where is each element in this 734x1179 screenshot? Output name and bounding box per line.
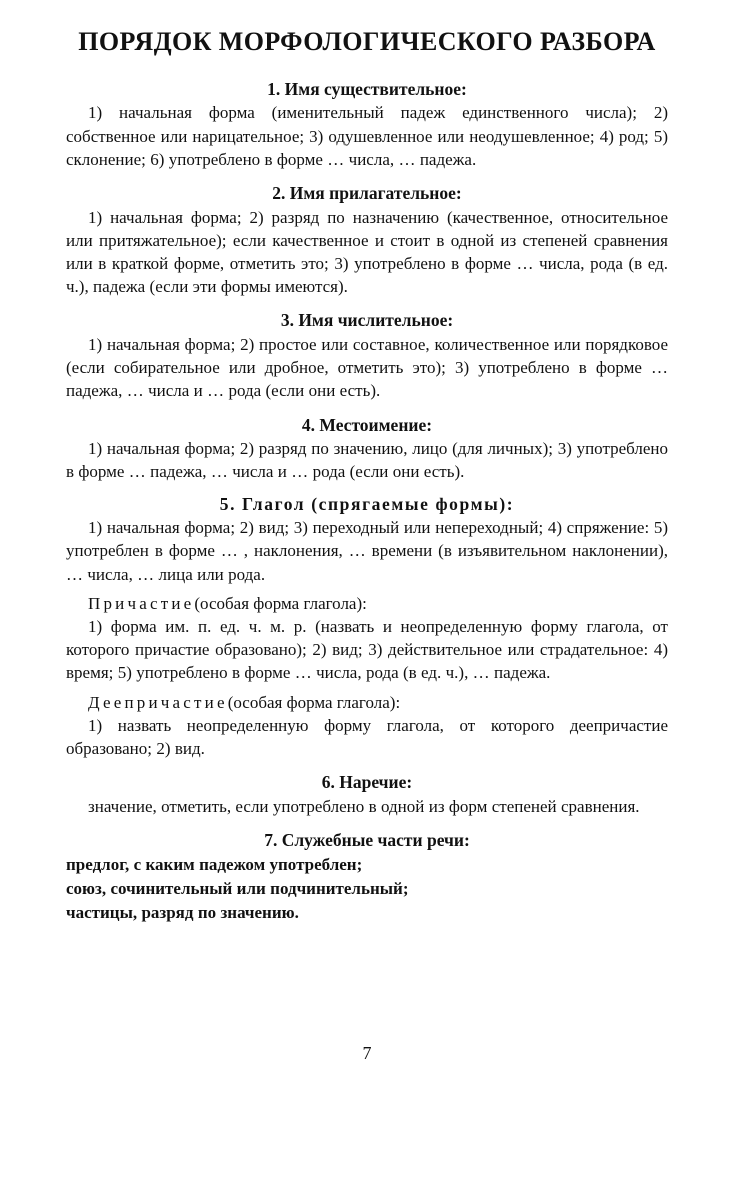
spacer-3: [66, 403, 668, 414]
subsection-body-participle: 1) форма им. п. ед. ч. м. р. (назвать и неопределенную форму глагола, от которого причастие образовано); 2) вид; 3) действительное или страдательное: 4) время; 5) употреблено в форме … числа, рода (в ед. ч.), … падежа.: [66, 617, 668, 683]
spacer-2: [66, 298, 668, 309]
page-number: 7: [362, 1043, 372, 1063]
function-word-particle: частицы, разряд по значению.: [66, 902, 299, 922]
section-adverb: [66, 771, 668, 818]
spacer-1: [66, 171, 668, 182]
function-word-conjunction: союз, сочинительный или подчинительный;: [66, 878, 409, 898]
subsection-body-gerund: 1) назвать неопределенную форму глагола, от которого деепричастие образовано; 2) вид.: [66, 715, 668, 759]
spacer-5: [66, 760, 668, 771]
section-heading-adverb: 6. Наречие:: [321, 772, 413, 793]
function-word-preposition: предлог, с каким падежом употреблен;: [66, 854, 363, 874]
section-pronoun: [66, 414, 668, 484]
subsection-qualifier-participle: (особая форма глагола):: [194, 593, 367, 613]
section-verb: [66, 493, 668, 761]
spacer-after-title: [66, 58, 668, 78]
section-function-words: [66, 829, 668, 925]
page-title: ПОРЯДОК МОРФОЛОГИЧЕСКОГО РАЗБОРА: [78, 27, 656, 56]
spacer-4: [66, 484, 668, 493]
section-noun: [66, 78, 668, 171]
section-body-pronoun: 1) начальная форма; 2) разряд по значению, лицо (для личных); 3) употреблено в форме … падежа, … числа и … рода (если они есть).: [66, 439, 668, 482]
section-heading-numeral: 3. Имя числительное:: [280, 310, 454, 331]
spacer-6: [66, 818, 668, 829]
subsection-qualifier-gerund: (особая форма глагола):: [227, 692, 401, 712]
section-body-adjective: 1) начальная форма; 2) разряд по назначению (качественное, относительное или притяжательное); если качественное и стоит в одной из степеней сравнения или в краткой форме, отметить это; 3) употреблено в форме … числа, рода (в ед. ч.), падежа (если эти формы имеются).: [66, 207, 668, 297]
section-adjective: [66, 182, 668, 298]
page-content: [66, 0, 668, 925]
section-heading-pronoun: 4. Местоимение:: [301, 414, 433, 435]
subsection-term-gerund: Деепричастие: [88, 692, 228, 712]
subsection-heading-participle: [66, 592, 668, 615]
section-heading-function-words: 7. Служебные части речи:: [264, 830, 470, 851]
section-body-adverb: значение, отметить, если употреблено в одной из форм степеней сравнения.: [88, 796, 640, 816]
section-heading-noun: 1. Имя существительное:: [267, 78, 467, 99]
section-heading-verb: 5. Глагол (спрягаемые формы):: [219, 493, 515, 514]
section-body-numeral: 1) начальная форма; 2) простое или составное, количественное или порядковое (если собирательное или дробное, отметить это); 3) употреблено в форме … падежа, … числа и … рода (если они есть).: [66, 334, 668, 401]
section-body-verb: 1) начальная форма; 2) вид; 3) переходный или непереходный; 4) спряжение: 5) употреблен в форме … , наклонения, … времени (в изъявительном наклонении), … числа, … лица или рода.: [66, 518, 668, 584]
section-body-noun: 1) начальная форма (именительный падеж единственного числа); 2) собственное или нарицательное; 3) одушевленное или неодушевленное; 4) род; 5) склонение; 6) употреблено в форме … числа, … падежа.: [66, 103, 668, 169]
section-heading-adjective: 2. Имя прилагательное:: [272, 182, 462, 203]
subsection-term-participle: Причастие: [88, 593, 195, 613]
subsection-heading-gerund: [66, 691, 668, 714]
section-numeral: [66, 309, 668, 402]
